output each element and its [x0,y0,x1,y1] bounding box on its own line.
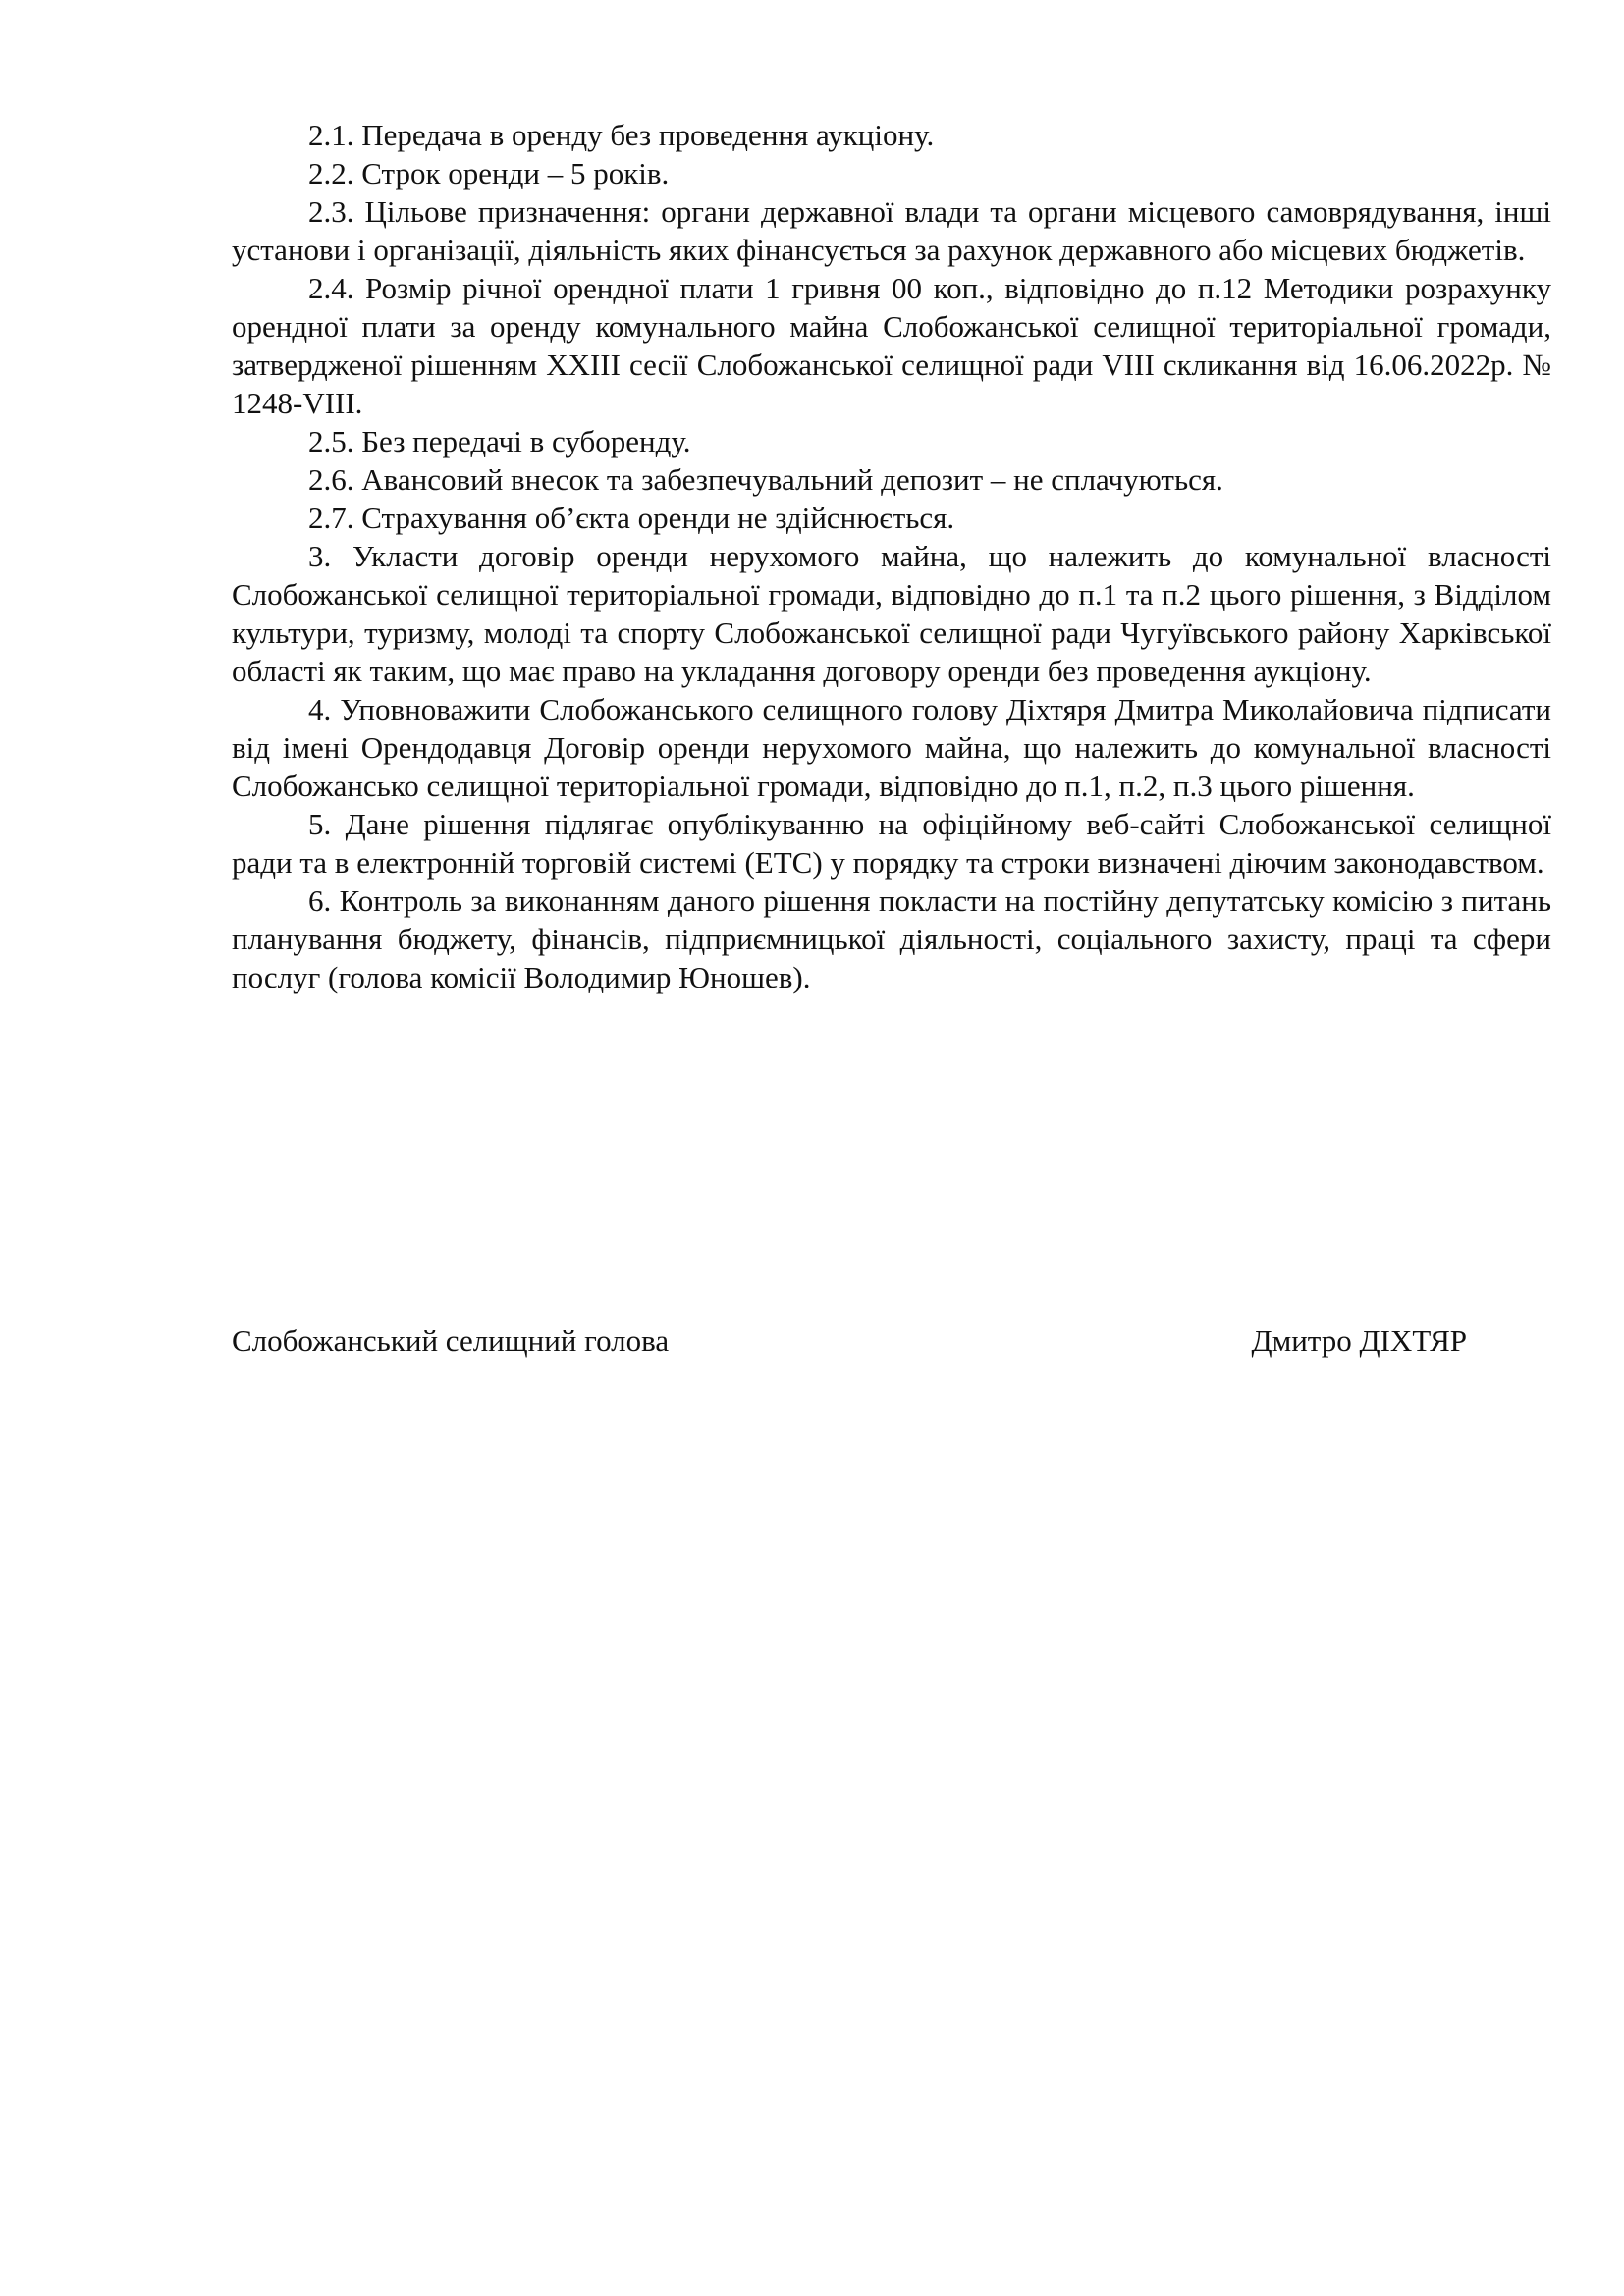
paragraph-2-2: 2.2. Строк оренди – 5 років. [308,156,670,190]
signature-title: Слобожанський селищний голова [232,1323,670,1358]
paragraph-2-1: 2.1. Передача в оренду без проведення аукціону. [308,118,935,152]
signature-name: Дмитро ДІХТЯР [1251,1323,1467,1358]
paragraph-4: 4. Уповноважити Слобожанського селищного голову Діхтяря Дмитра Миколайовича підписати від імені Орендодавця Договір оренди нерухомого майна, що належить до комунальної власності Слобожансько селищної територіальної громади, відповідно до п.1, п.2, п.3 цього рішення. [232,692,1551,803]
document-body [232,116,1551,996]
paragraph-2-5: 2.5. Без передачі в суборенду. [308,424,691,458]
paragraph-2-4: 2.4. Розмір річної орендної плати 1 гривня 00 коп., відповідно до п.12 Методики розрахунку орендної плати за оренду комунального майна Слобожанської селищної територіальної громади, затвердженої рішенням ХХІІІ сесії Слобожанської селищної ради VIII скликання від 16.06.2022р. № 1248-VIII. [232,271,1551,420]
paragraph-5: 5. Дане рішення підлягає опублікуванню на офіційному веб-сайті Слобожанської селищної ради та в електронній торговій системі (ЕТС) у порядку та строки визначені діючим законодавством. [232,807,1551,880]
paragraph-3: 3. Укласти договір оренди нерухомого майна, що належить до комунальної власності Слобожанської селищної територіальної громади, відповідно до п.1 та п.2 цього рішення, з Відділом культури, туризму, молоді та спорту Слобожанської селищної ради Чугуївського району Харківської області як таким, що має право на укладання договору оренди без проведення аукціону. [232,539,1551,688]
paragraph-2-7: 2.7. Страхування об’єкта оренди не здійснюється. [308,501,955,535]
paragraph-6: 6. Контроль за виконанням даного рішення покласти на постійну депутатську комісію з питань планування бюджету, фінансів, підприємницької діяльності, соціального захисту, праці та сфери послуг (голова комісії Володимир Юношев). [232,883,1551,994]
signature-block [232,1321,1467,1361]
paragraph-2-3: 2.3. Цільове призначення: органи державної влади та органи місцевого самоврядування, інші установи і організації, діяльність яких фінансується за рахунок державного або місцевих бюджетів. [232,194,1551,267]
paragraph-2-6: 2.6. Авансовий внесок та забезпечувальний депозит – не сплачуються. [308,462,1223,497]
